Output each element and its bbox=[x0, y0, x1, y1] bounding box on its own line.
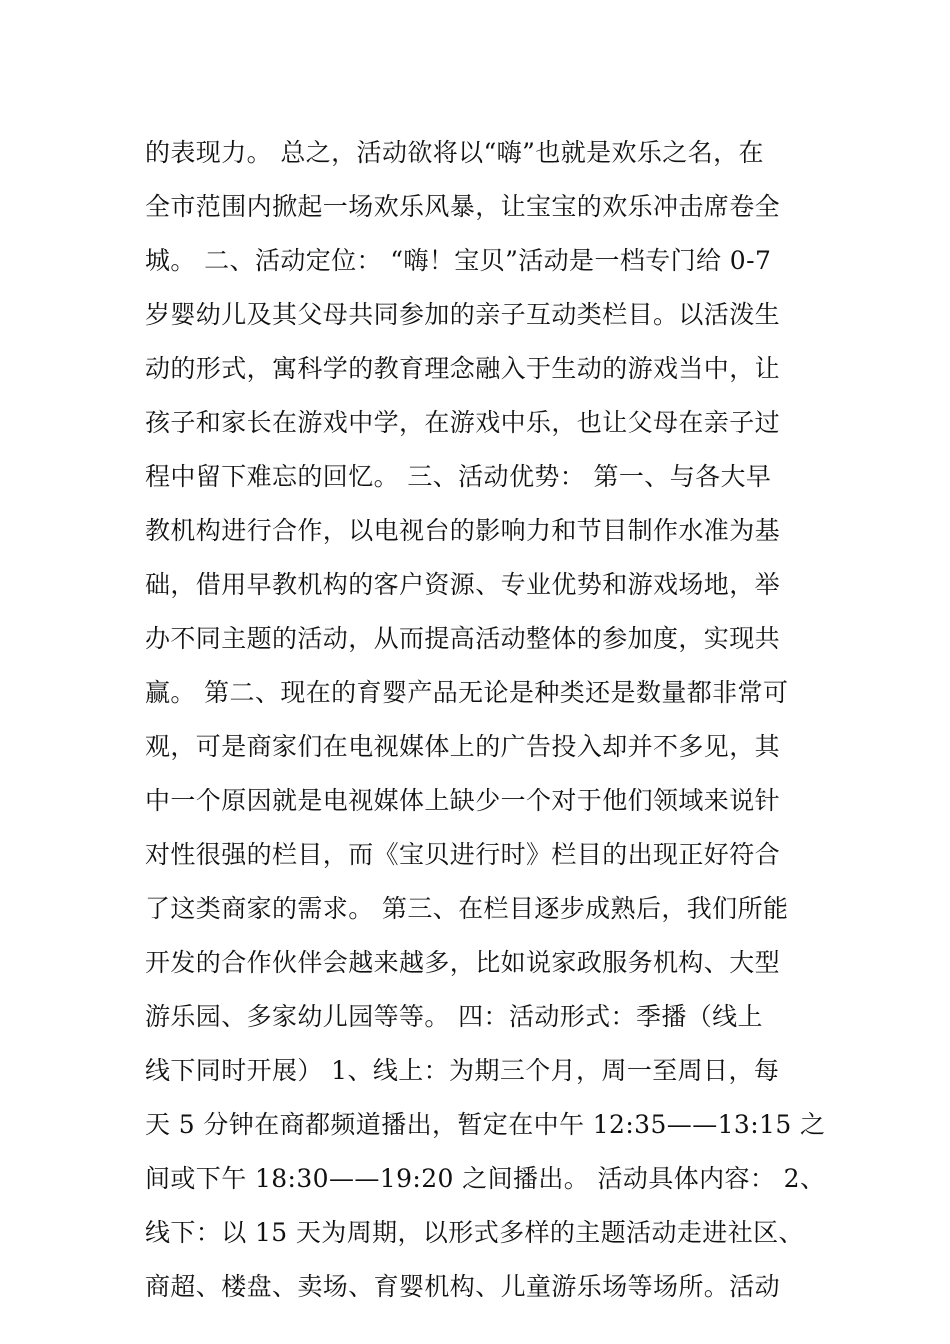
text-line-20: 间或下午 18:30——19:20 之间播出。 活动具体内容： 2、 bbox=[145, 1164, 826, 1193]
text-line-21: 线下：以 15 天为周期，以形式多样的主题活动走进社区、 bbox=[145, 1218, 804, 1247]
text-line-10: 办不同主题的活动，从而提高活动整体的参加度，实现共 bbox=[145, 624, 781, 653]
text-line-6: 孩子和家长在游戏中学，在游戏中乐，也让父母在亲子过 bbox=[145, 408, 781, 437]
text-line-14: 对性很强的栏目，而《宝贝进行时》栏目的出现正好符合 bbox=[145, 840, 781, 869]
body-text bbox=[145, 126, 826, 1314]
text-line-3: 城。 二、活动定位： “嗨！宝贝”活动是一档专门给 0-7 bbox=[145, 246, 772, 275]
text-line-8: 教机构进行合作，以电视台的影响力和节目制作水准为基 bbox=[145, 516, 781, 545]
text-line-18: 线下同时开展） 1、线上：为期三个月，周一至周日，每 bbox=[145, 1056, 780, 1085]
text-line-5: 动的形式，寓科学的教育理念融入于生动的游戏当中，让 bbox=[145, 354, 781, 383]
text-line-13: 中一个原因就是电视媒体上缺少一个对于他们领域来说针 bbox=[145, 786, 781, 815]
text-line-9: 础，借用早教机构的客户资源、专业优势和游戏场地，举 bbox=[145, 570, 781, 599]
text-line-4: 岁婴幼儿及其父母共同参加的亲子互动类栏目。以活泼生 bbox=[145, 300, 781, 329]
text-line-16: 开发的合作伙伴会越来越多，比如说家政服务机构、大型 bbox=[145, 948, 781, 977]
text-line-15: 了这类商家的需求。 第三、在栏目逐步成熟后，我们所能 bbox=[145, 894, 789, 923]
text-line-22: 商超、楼盘、卖场、育婴机构、儿童游乐场等场所。活动 bbox=[145, 1272, 781, 1301]
text-line-7: 程中留下难忘的回忆。 三、活动优势： 第一、与各大早 bbox=[145, 462, 772, 491]
text-line-11: 赢。 第二、现在的育婴产品无论是种类还是数量都非常可 bbox=[145, 678, 789, 707]
text-line-12: 观，可是商家们在电视媒体上的广告投入却并不多见，其 bbox=[145, 732, 781, 761]
text-line-17: 游乐园、多家幼儿园等等。 四：活动形式：季播（线上 bbox=[145, 1002, 763, 1031]
text-line-1: 的表现力。 总之，活动欲将以“嗨”也就是欢乐之名，在 bbox=[145, 138, 764, 167]
text-line-19: 天 5 分钟在商都频道播出，暂定在中午 12:35——13:15 之 bbox=[145, 1110, 826, 1139]
text-line-2: 全市范围内掀起一场欢乐风暴，让宝宝的欢乐冲击席卷全 bbox=[145, 192, 781, 221]
